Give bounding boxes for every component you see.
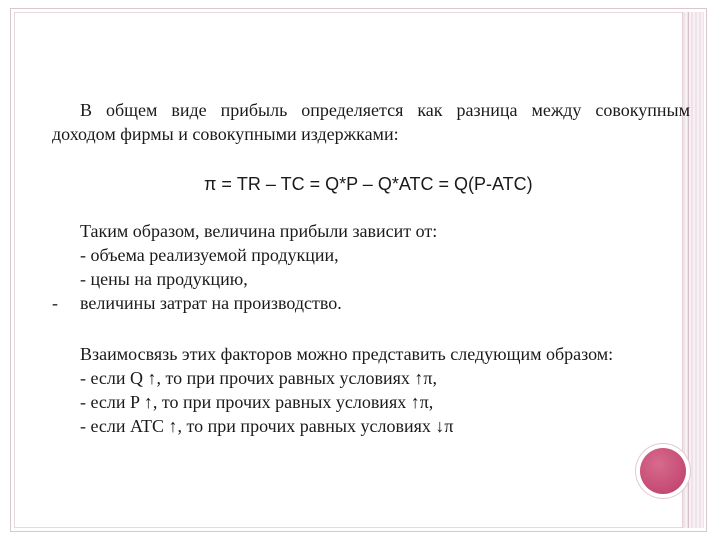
decorative-right-band — [682, 12, 704, 528]
decorative-circle — [640, 448, 686, 494]
relationship-intro: Взаимосвязь этих факторов можно представить следующим образом: — [80, 344, 614, 364]
intro-text-line-2: доходом фирмы и совокупными издержками: — [52, 124, 399, 144]
dependency-item: - цены на продукцию, — [80, 269, 248, 289]
relationship-rule: - если P ↑, то при прочих равных условиях ↑π, — [80, 392, 434, 412]
intro-text-line-1: В общем виде прибыль определяется как разница между совокупным — [80, 100, 690, 120]
relationship-rule: - если Q ↑, то при прочих равных условиях ↑π, — [80, 368, 437, 388]
dependency-item: - объема реализуемой продукции, — [80, 245, 339, 265]
dependency-intro: Таким образом, величина прибыли зависит от: — [80, 221, 438, 241]
dependency-item: величины затрат на производство. — [80, 293, 342, 313]
relationship-rule: - если ATC ↑, то при прочих равных условиях ↓π — [80, 416, 454, 436]
profit-formula: π = TR – TC = Q*P – Q*ATC = Q(P-ATC) — [204, 174, 533, 194]
list-bullet-dash: - — [52, 293, 58, 313]
